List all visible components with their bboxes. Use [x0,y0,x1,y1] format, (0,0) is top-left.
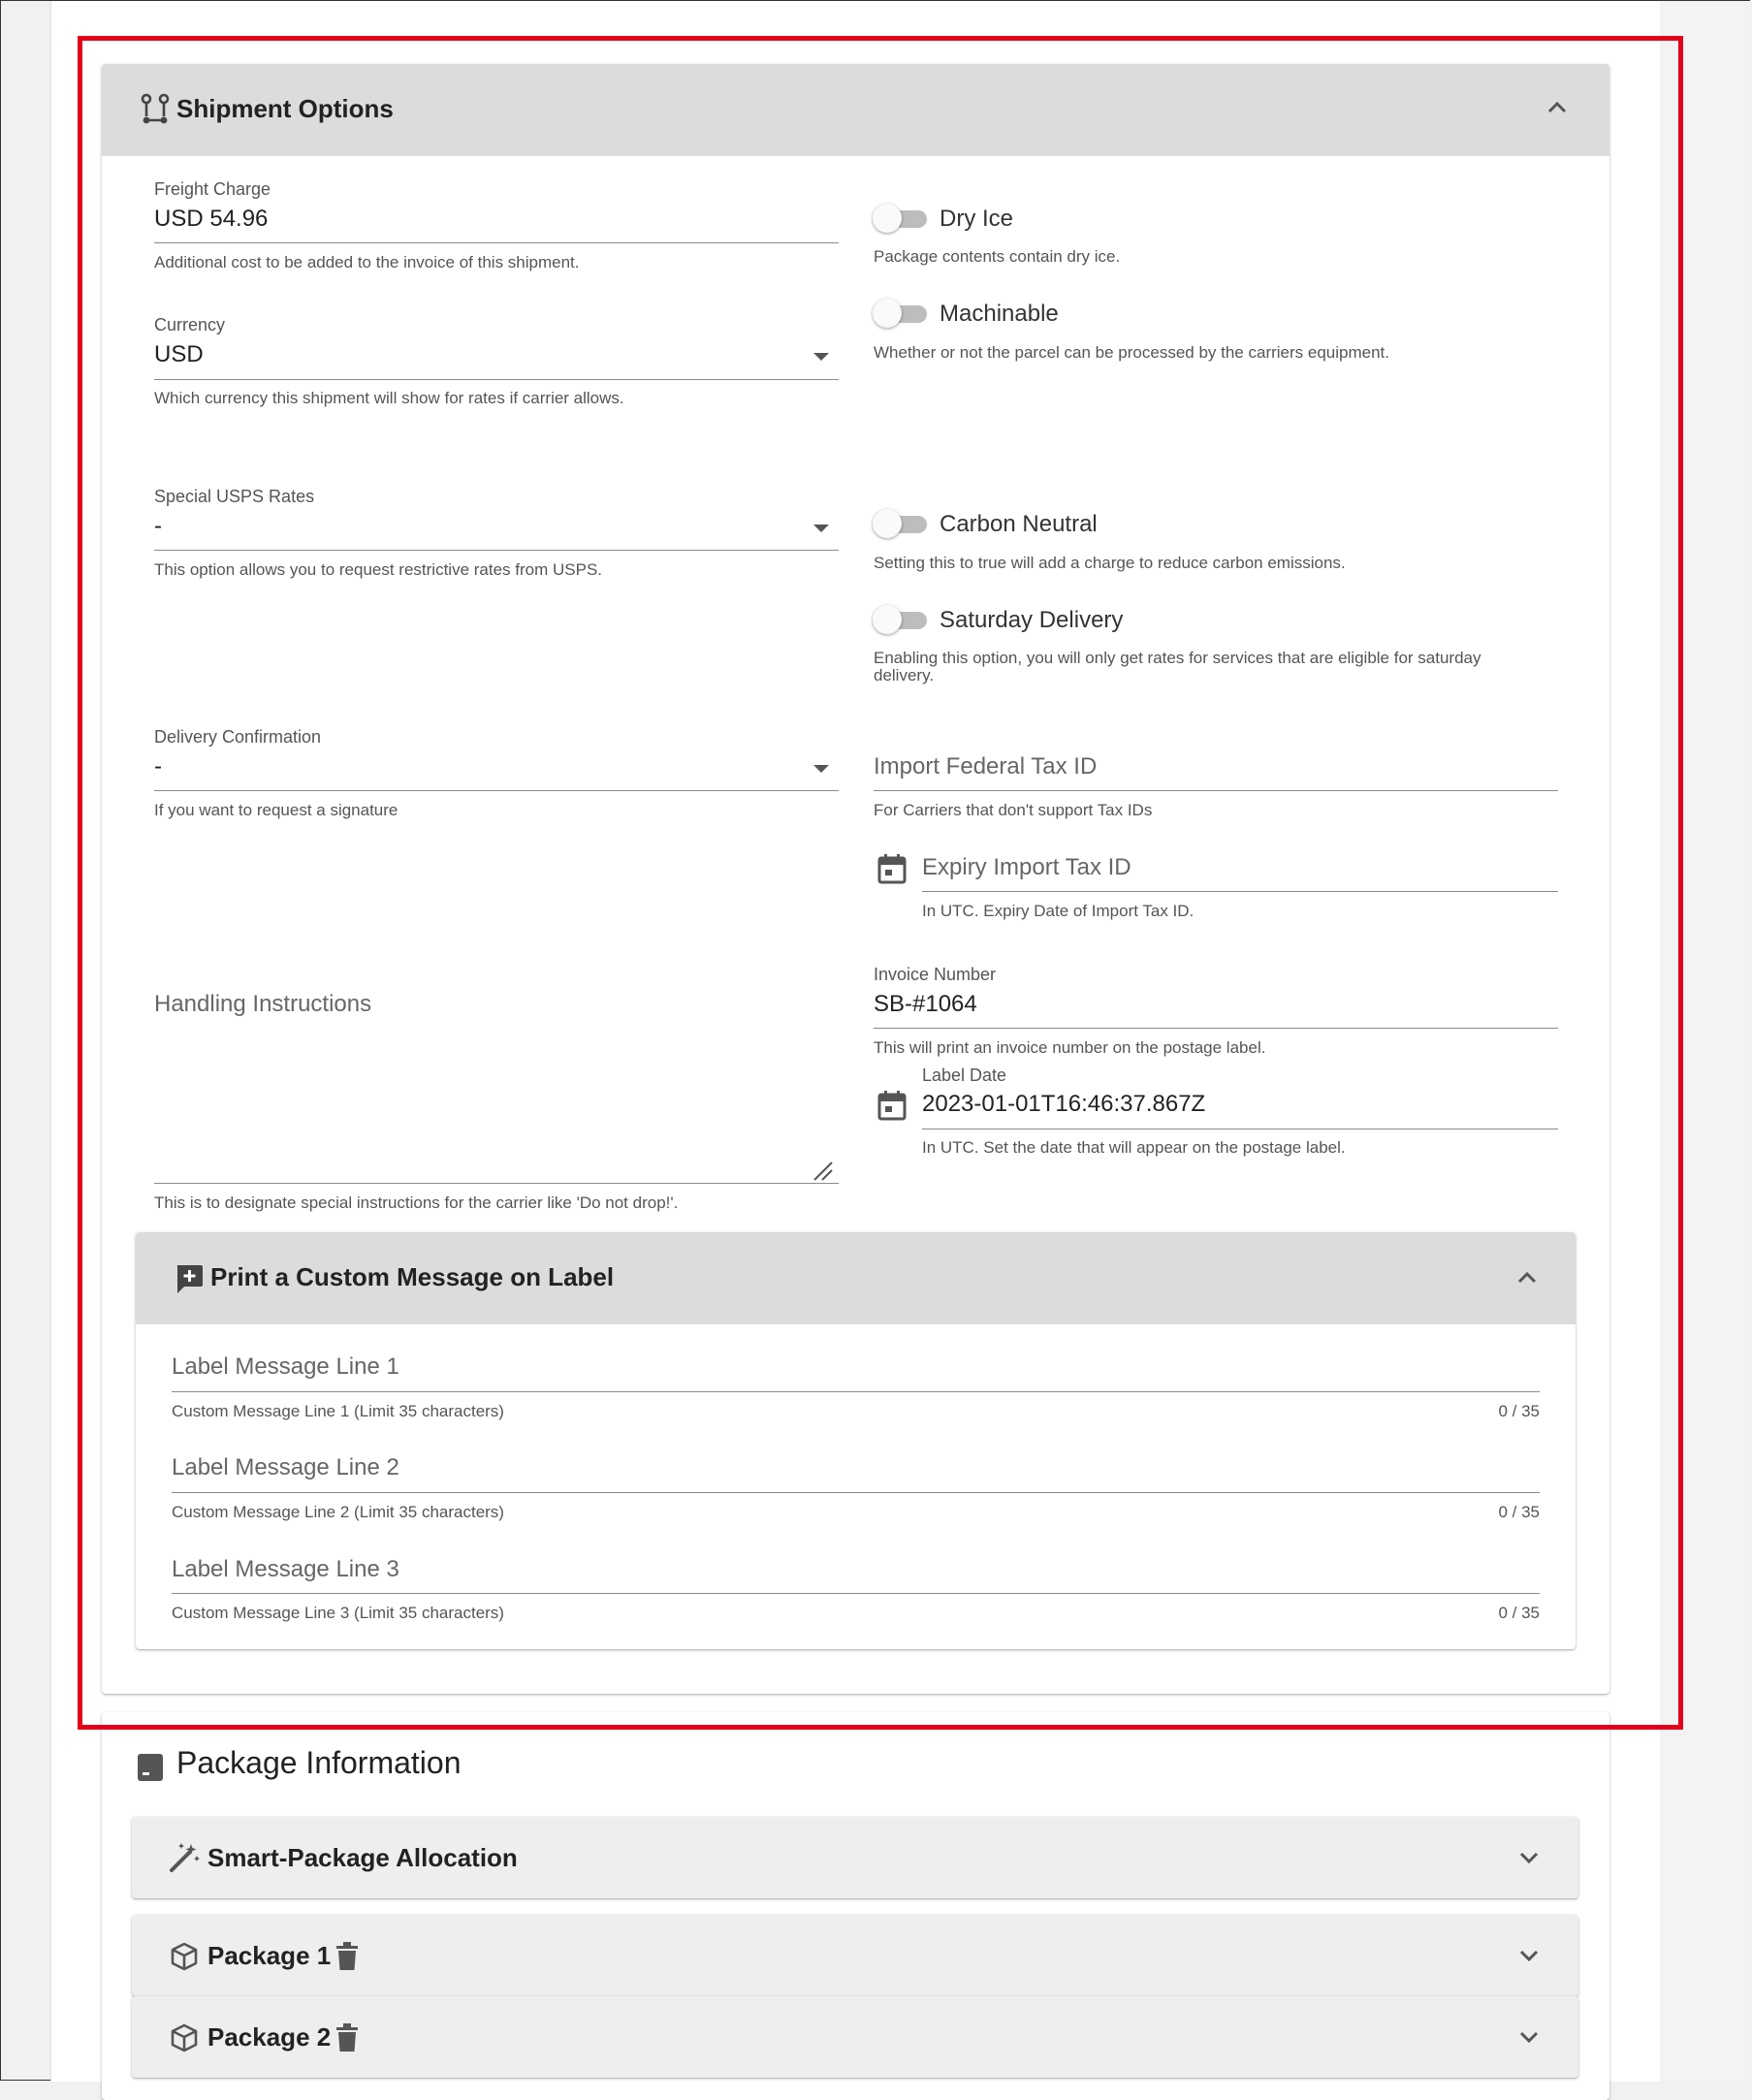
label-message-line-1-hint: Custom Message Line 1 (Limit 35 characters) [172,1402,504,1420]
label-message-line-1-underline [172,1391,1540,1392]
freight-charge-label: Freight Charge [154,179,271,199]
custom-message-panel [136,1232,1576,1649]
chevron-up-icon[interactable] [1546,99,1568,119]
import-federal-tax-id-underline [874,790,1558,791]
label-date-underline [922,1129,1558,1130]
import-federal-tax-id-hint: For Carriers that don't support Tax IDs [874,801,1153,819]
machinable-label: Machinable [940,301,1059,327]
trash-icon[interactable] [335,1942,359,1971]
delivery-confirmation-underline [154,790,839,791]
label-message-line-2-input[interactable]: Label Message Line 2 [172,1454,399,1480]
special-usps-rates-label: Special USPS Rates [154,487,315,506]
saturday-delivery-label: Saturday Delivery [940,607,1124,633]
carbon-neutral-hint: Setting this to true will add a charge to reduce carbon emissions. [874,554,1346,572]
chevron-down-icon[interactable] [1518,2029,1540,2050]
calendar-icon[interactable] [877,1090,907,1121]
saturday-delivery-hint-line2: delivery. [874,666,935,684]
carbon-neutral-toggle[interactable] [873,509,929,538]
package-row[interactable] [132,1915,1578,1996]
delivery-confirmation-label: Delivery Confirmation [154,727,322,747]
delivery-confirmation-select[interactable]: - [154,753,162,780]
dry-ice-label: Dry Ice [940,206,1014,232]
dropdown-arrow-icon[interactable] [813,525,829,532]
carbon-neutral-label: Carbon Neutral [940,511,1098,537]
expiry-import-tax-id-input[interactable]: Expiry Import Tax ID [922,854,1131,880]
calendar-icon[interactable] [877,853,907,884]
package-information-title: Package Information [176,1745,462,1780]
handling-instructions-hint: This is to designate special instructions for the carrier like 'Do not drop!'. [154,1193,679,1212]
label-message-line-2-counter: 0 / 35 [1498,1503,1540,1521]
package-info-icon [137,1753,164,1782]
label-message-line-3-hint: Custom Message Line 3 (Limit 35 characters) [172,1604,504,1622]
invoice-number-underline [874,1028,1558,1029]
dropdown-arrow-icon[interactable] [813,765,829,773]
dropdown-arrow-icon[interactable] [813,353,829,361]
route-icon [141,93,170,126]
smart-package-allocation-row[interactable] [132,1817,1578,1898]
currency-label: Currency [154,315,226,334]
custom-message-header[interactable] [136,1232,1576,1324]
freight-charge-input[interactable]: USD 54.96 [154,206,269,232]
label-date-label: Label Date [922,1066,1007,1085]
label-message-line-2-underline [172,1492,1540,1493]
chevron-up-icon[interactable] [1516,1269,1538,1289]
saturday-delivery-hint-line1: Enabling this option, you will only get rates for services that are eligible for saturday [874,649,1481,667]
invoice-number-label: Invoice Number [874,965,997,984]
resize-handle-icon[interactable] [812,1161,834,1182]
expiry-import-tax-id-hint: In UTC. Expiry Date of Import Tax ID. [922,902,1195,920]
dry-ice-hint: Package contents contain dry ice. [874,247,1121,266]
label-message-line-1-input[interactable]: Label Message Line 1 [172,1353,399,1380]
box-icon [171,1942,198,1971]
label-message-line-3-input[interactable]: Label Message Line 3 [172,1556,399,1582]
machinable-hint: Whether or not the parcel can be processed by the carriers equipment. [874,343,1390,362]
shipment-options-title: Shipment Options [176,94,394,123]
dry-ice-toggle[interactable] [873,204,929,233]
currency-hint: Which currency this shipment will show for rates if carrier allows. [154,389,624,407]
handling-instructions-underline [154,1183,839,1184]
currency-select[interactable]: USD [154,341,204,367]
chevron-down-icon[interactable] [1518,1850,1540,1870]
scrollbar-track[interactable] [1660,1,1750,2082]
currency-underline [154,379,839,380]
shipment-options-header[interactable] [102,64,1609,156]
package-information-panel [102,1712,1609,2100]
add-comment-icon [175,1263,204,1294]
special-usps-rates-underline [154,550,839,551]
freight-charge-hint: Additional cost to be added to the invoice of this shipment. [154,253,580,271]
label-message-line-3-underline [172,1593,1540,1594]
special-usps-rates-hint: This option allows you to request restrictive rates from USPS. [154,560,603,579]
label-message-line-3-counter: 0 / 35 [1498,1604,1540,1622]
label-message-line-1-counter: 0 / 35 [1498,1402,1540,1420]
delivery-confirmation-hint: If you want to request a signature [154,801,398,819]
freight-charge-underline [154,242,839,243]
expiry-import-tax-id-underline [922,891,1558,892]
special-usps-rates-select[interactable]: - [154,513,162,539]
machinable-toggle[interactable] [873,299,929,328]
invoice-number-hint: This will print an invoice number on the postage label. [874,1038,1266,1057]
label-message-line-2-hint: Custom Message Line 2 (Limit 35 characters) [172,1503,504,1521]
shipment-options-panel [102,64,1609,1694]
invoice-number-input[interactable]: SB-#1064 [874,991,977,1017]
label-date-input[interactable]: 2023-01-01T16:46:37.867Z [922,1091,1206,1117]
custom-message-title: Print a Custom Message on Label [210,1262,615,1291]
trash-icon[interactable] [335,2023,359,2052]
package-label: Package 1 [207,1941,332,1970]
saturday-delivery-toggle[interactable] [873,605,929,634]
smart-package-allocation-title: Smart-Package Allocation [207,1843,518,1872]
package-row[interactable] [132,1996,1578,2078]
import-federal-tax-id-input[interactable]: Import Federal Tax ID [874,753,1098,780]
magic-wand-icon [168,1841,201,1874]
label-date-hint: In UTC. Set the date that will appear on the postage label. [922,1138,1346,1157]
handling-instructions-textarea[interactable]: Handling Instructions [154,991,372,1017]
box-icon [171,2023,198,2052]
chevron-down-icon[interactable] [1518,1948,1540,1968]
package-label: Package 2 [207,2022,332,2052]
